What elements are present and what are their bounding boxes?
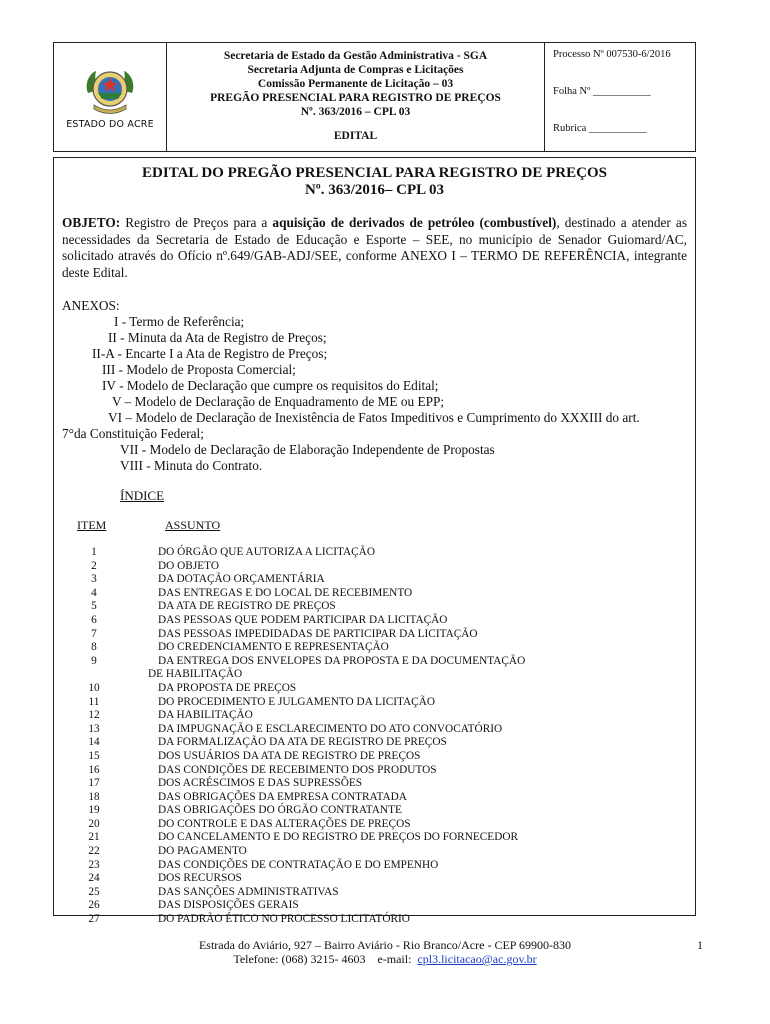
- index-row: [54, 736, 695, 750]
- index-item-subject: DA HABILITAÇÃO: [158, 709, 253, 722]
- index-item-subject: DO CANCELAMENTO E DO REGISTRO DE PREÇOS DO FORNECEDOR: [158, 831, 519, 844]
- index-row: [54, 791, 695, 805]
- index-item-subject: DAS OBRIGAÇÕES DO ÓRGÃO CONTRATANTE: [158, 804, 402, 817]
- index-row: [54, 886, 695, 900]
- index-row: [54, 668, 695, 682]
- index-row: [54, 804, 695, 818]
- index-item-subject: DE HABILITAÇÃO: [148, 668, 243, 681]
- index-item-subject: DO CONTROLE E DAS ALTERAÇÕES DE PREÇOS: [158, 817, 411, 830]
- title-line-2: Nº. 363/2016– CPL 03: [304, 182, 445, 198]
- anexo-item: I - Termo de Referência;: [114, 314, 245, 329]
- index-item-number: 6: [91, 613, 97, 626]
- index-row: [54, 709, 695, 723]
- index-item-subject: DAS SANÇÕES ADMINISTRATIVAS: [158, 885, 339, 898]
- logo-cell: [54, 43, 167, 151]
- footer-contact: [0, 952, 770, 966]
- page-footer: [0, 938, 770, 966]
- index-item-subject: DA PROPOSTA DE PREÇOS: [158, 681, 297, 694]
- index-item-number: 25: [88, 885, 100, 898]
- anexo-item: V – Modelo de Declaração de Enquadramento de ME ou EPP;: [112, 394, 445, 409]
- index-row: [54, 560, 695, 574]
- indice-heading: ÍNDICE: [120, 488, 165, 503]
- index-item-subject: DO PAGAMENTO: [158, 845, 247, 858]
- document-header: [53, 42, 696, 152]
- folha-field: Folha Nº ___________: [553, 86, 651, 97]
- anexo-item: II - Minuta da Ata de Registro de Preços;: [108, 330, 327, 345]
- index-item-number: 3: [91, 573, 97, 586]
- index-item-number: 26: [88, 899, 100, 912]
- header-line: PREGÃO PRESENCIAL PARA REGISTRO DE PREÇOS: [210, 92, 501, 104]
- index-item-number: 12: [88, 709, 100, 722]
- index-row: [54, 723, 695, 737]
- index-item-subject: DO PADRÃO ÉTICO NO PROCESSO LICITATÓRIO: [158, 913, 410, 926]
- coat-of-arms-icon: [82, 63, 138, 119]
- index-item-number: 15: [88, 749, 100, 762]
- index-row: [54, 655, 695, 669]
- index-column-headers: [54, 518, 695, 532]
- index-item-number: 20: [88, 817, 100, 830]
- index-item-subject: DAS PESSOAS IMPEDIDADAS DE PARTICIPAR DA LICITAÇÃO: [158, 627, 478, 640]
- title-line-1: EDITAL DO PREGÃO PRESENCIAL PARA REGISTRO DE PREÇOS: [142, 165, 607, 181]
- index-item-number: 22: [88, 845, 100, 858]
- index-row: [54, 682, 695, 696]
- index-row: [54, 750, 695, 764]
- email-link[interactable]: cpl3.licitacao@ac.gov.br: [417, 952, 537, 966]
- anexo-item: VII - Modelo de Declaração de Elaboração Independente de Propostas: [120, 442, 495, 457]
- index-item-subject: DAS CONDIÇÕES DE RECEBIMENTO DOS PRODUTOS: [158, 763, 437, 776]
- index-row: [54, 872, 695, 886]
- objeto-paragraph: [62, 215, 687, 281]
- index-item-number: 10: [88, 681, 100, 694]
- index-item-number: 18: [88, 790, 100, 803]
- index-row: [54, 777, 695, 791]
- index-item-number: 21: [88, 831, 100, 844]
- index-row: [54, 764, 695, 778]
- index-item-number: 13: [88, 722, 100, 735]
- index-row: [54, 546, 695, 560]
- index-row: [54, 913, 695, 927]
- page-number: 1: [697, 938, 703, 952]
- header-process-info: [545, 43, 695, 151]
- index-item-number: 1: [91, 546, 97, 558]
- index-item-subject: DO ÓRGÃO QUE AUTORIZA A LICITAÇÃO: [158, 546, 375, 558]
- index-item-subject: DA DOTAÇÃO ORÇAMENTÁRIA: [158, 573, 325, 586]
- index-item-number: 9: [91, 654, 97, 667]
- index-row: [54, 818, 695, 832]
- index-item-number: 23: [88, 858, 100, 871]
- index-row: [54, 641, 695, 655]
- header-titles: [167, 43, 545, 151]
- logo-caption: ESTADO DO ACRE: [66, 119, 154, 130]
- index-item-number: 17: [88, 777, 100, 790]
- index-row: [54, 831, 695, 845]
- index-item-subject: DAS OBRIGAÇÕES DA EMPRESA CONTRATADA: [158, 790, 407, 803]
- index-item-subject: DOS RECURSOS: [158, 872, 242, 885]
- index-item-subject: DAS ENTREGAS E DO LOCAL DE RECEBIMENTO: [158, 586, 413, 599]
- index-row: [54, 628, 695, 642]
- anexos-label: ANEXOS:: [62, 298, 120, 313]
- index-list: [54, 546, 695, 927]
- index-row: [54, 899, 695, 913]
- header-line: Nº. 363/2016 – CPL 03: [300, 106, 411, 118]
- header-line: Comissão Permanente de Licitação – 03: [257, 78, 454, 90]
- index-row: [54, 600, 695, 614]
- index-row: [54, 845, 695, 859]
- objeto-post: , destinado a atender as necessidades da Secretaria de Estado de Educação e Esporte – SEE, no município de Senador Guiomard/AC, solicitado através do Ofício nº.649/GAB-ADJ/SEE, conforme ANEXO I – TERMO DE REFERÊNCIA, integrante deste Edital.: [62, 215, 688, 280]
- anexo-item: VI – Modelo de Declaração de Inexistência de Fatos Impeditivos e Cumprimento do XXXIII do art.: [108, 410, 640, 425]
- header-edital: EDITAL: [333, 130, 378, 142]
- index-row: [54, 859, 695, 873]
- index-item-subject: DO PROCEDIMENTO E JULGAMENTO DA LICITAÇÃO: [158, 695, 436, 708]
- index-item-subject: DAS CONDIÇÕES DE CONTRATAÇÃO E DO EMPENHO: [158, 858, 439, 871]
- index-item-subject: DAS PESSOAS QUE PODEM PARTICIPAR DA LICITAÇÃO: [158, 613, 448, 626]
- index-item-number: 8: [91, 641, 97, 654]
- index-row: [54, 587, 695, 601]
- anexo-item: IV - Modelo de Declaração que cumpre os requisitos do Edital;: [102, 378, 439, 393]
- index-item-subject: DO OBJETO: [158, 559, 219, 572]
- process-number: Processo Nº 007530-6/2016: [553, 49, 671, 60]
- index-item-number: 5: [91, 600, 97, 613]
- index-item-number: 4: [91, 586, 97, 599]
- index-item-subject: DOS USUÁRIOS DA ATA DE REGISTRO DE PREÇOS: [158, 749, 421, 762]
- document-body: [53, 157, 696, 926]
- index-item-number: 11: [88, 695, 100, 708]
- index-item-subject: DOS ACRÉSCIMOS E DAS SUPRESSÕES: [158, 777, 363, 790]
- anexo-item: VIII - Minuta do Contrato.: [120, 458, 263, 473]
- objeto-pre: Registro de Preços para a: [120, 215, 273, 230]
- objeto-bold: aquisição de derivados de petróleo (combustível): [272, 215, 557, 230]
- anexo-item: III - Modelo de Proposta Comercial;: [102, 362, 296, 377]
- index-item-number: 7: [91, 627, 97, 640]
- index-item-subject: DO CREDENCIAMENTO E REPRESENTAÇÃO: [158, 641, 389, 654]
- column-assunto: ASSUNTO: [165, 518, 221, 532]
- index-item-number: 14: [88, 736, 100, 749]
- anexo-item: II-A - Encarte I a Ata de Registro de Preços;: [92, 346, 328, 361]
- index-item-number: 27: [88, 913, 100, 926]
- objeto-label: OBJETO:: [62, 215, 121, 230]
- rubrica-field: Rubrica ___________: [553, 123, 647, 134]
- index-item-subject: DA ATA DE REGISTRO DE PREÇOS: [158, 600, 336, 613]
- index-item-number: 2: [91, 559, 97, 572]
- index-row: [54, 696, 695, 710]
- index-item-subject: DA IMPUGNAÇÃO E ESCLARECIMENTO DO ATO CONVOCATÓRIO: [158, 722, 503, 735]
- anexo-item-continued: 7°da Constituição Federal;: [62, 426, 204, 441]
- index-item-subject: DAS DISPOSIÇÕES GERAIS: [158, 899, 299, 912]
- header-line: Secretaria de Estado da Gestão Administrativa - SGA: [223, 50, 488, 62]
- index-item-number: 24: [88, 872, 100, 885]
- footer-phone: Telefone: (068) 3215- 4603 e-mail:: [233, 952, 418, 966]
- footer-address: Estrada do Aviário, 927 – Bairro Aviário - Rio Branco/Acre - CEP 69900-830: [198, 938, 572, 952]
- column-item: ITEM: [77, 518, 107, 532]
- index-item-subject: DA ENTREGA DOS ENVELOPES DA PROPOSTA E DA DOCUMENTAÇÃO: [158, 654, 526, 667]
- index-item-number: 16: [88, 763, 100, 776]
- index-item-subject: DA FORMALIZAÇÃO DA ATA DE REGISTRO DE PREÇOS: [158, 736, 447, 749]
- header-line: Secretaria Adjunta de Compras e Licitações: [247, 64, 464, 76]
- document-title: [54, 165, 695, 199]
- index-row: [54, 573, 695, 587]
- index-item-number: 19: [88, 804, 100, 817]
- index-row: [54, 614, 695, 628]
